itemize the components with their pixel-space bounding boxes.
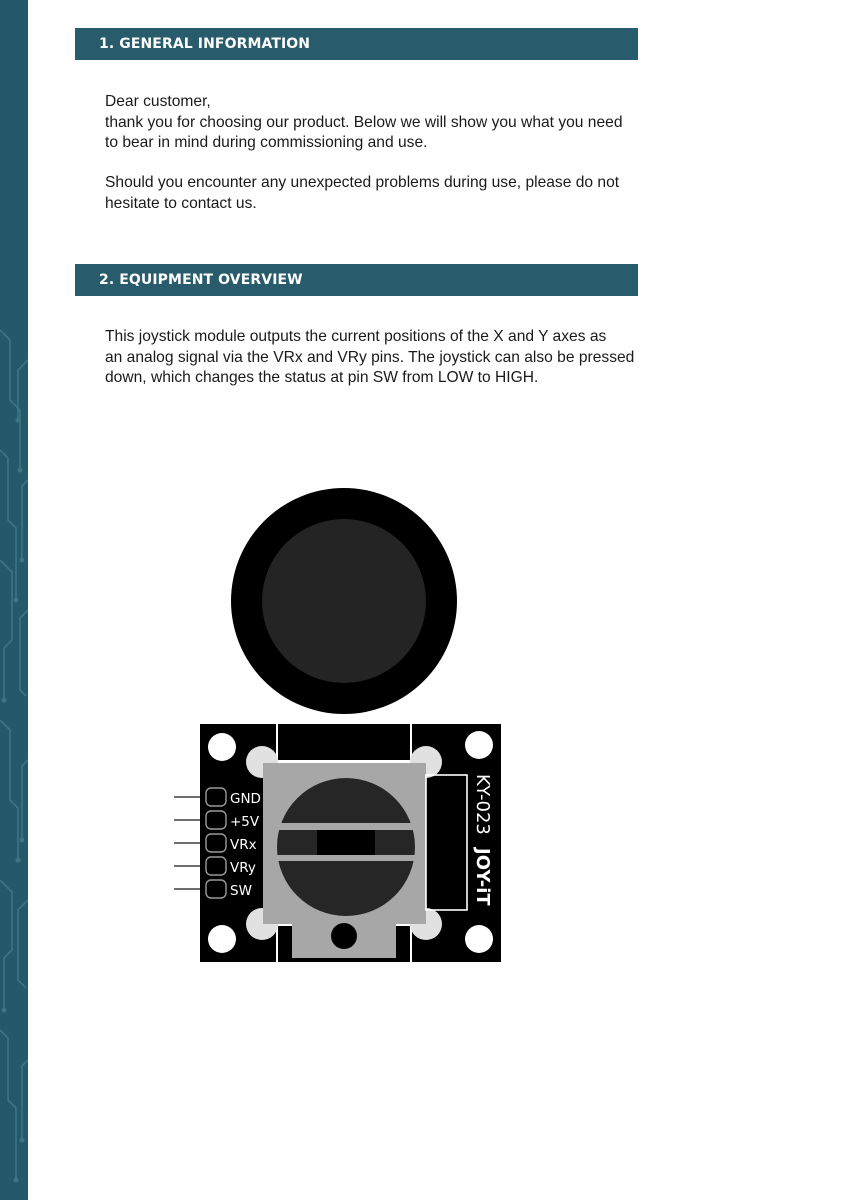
text-line: Should you encounter any unexpected problems during use, please do not bbox=[105, 174, 620, 191]
circuit-pattern-graphic bbox=[0, 0, 28, 1200]
text-line: to bear in mind during commissioning and use. bbox=[105, 134, 428, 151]
pin-label-gnd: GND bbox=[230, 791, 261, 807]
text-line: thank you for choosing our product. Below we will show you what you need bbox=[105, 113, 623, 131]
pin-header bbox=[206, 788, 226, 898]
joystick-module-image bbox=[170, 486, 510, 971]
section-header-equipment-overview: 2. EQUIPMENT OVERVIEW bbox=[75, 264, 638, 296]
text-line: an analog signal via the VRx and VRy pins. The joystick can also be pressed bbox=[105, 348, 635, 366]
section-header-general-information: 1. GENERAL INFORMATION bbox=[75, 28, 638, 60]
decorative-side-band bbox=[0, 0, 28, 1200]
housing-bottom-tab bbox=[292, 923, 396, 958]
model-label: KY-023 bbox=[472, 774, 493, 835]
pin-label-vrx: VRx bbox=[230, 837, 257, 853]
brand-logo: JOY-iT bbox=[472, 848, 493, 906]
text-line: hesitate to contact us. bbox=[105, 194, 257, 212]
pin-label-vry: VRy bbox=[230, 860, 256, 876]
equipment-overview-paragraph bbox=[105, 327, 640, 389]
greeting-paragraph bbox=[105, 92, 640, 154]
pin-label-sw: SW bbox=[230, 883, 252, 899]
text-line: down, which changes the status at pin SW from LOW to HIGH. bbox=[105, 369, 539, 386]
contact-paragraph bbox=[105, 173, 640, 214]
text-line: This joystick module outputs the current positions of the X and Y axes as bbox=[105, 328, 607, 345]
pin-label-5v: +5V bbox=[230, 814, 260, 830]
joystick-gimbal bbox=[276, 778, 416, 916]
greeting-line: Dear customer, bbox=[105, 93, 211, 110]
joystick-knob-inner bbox=[262, 519, 426, 683]
